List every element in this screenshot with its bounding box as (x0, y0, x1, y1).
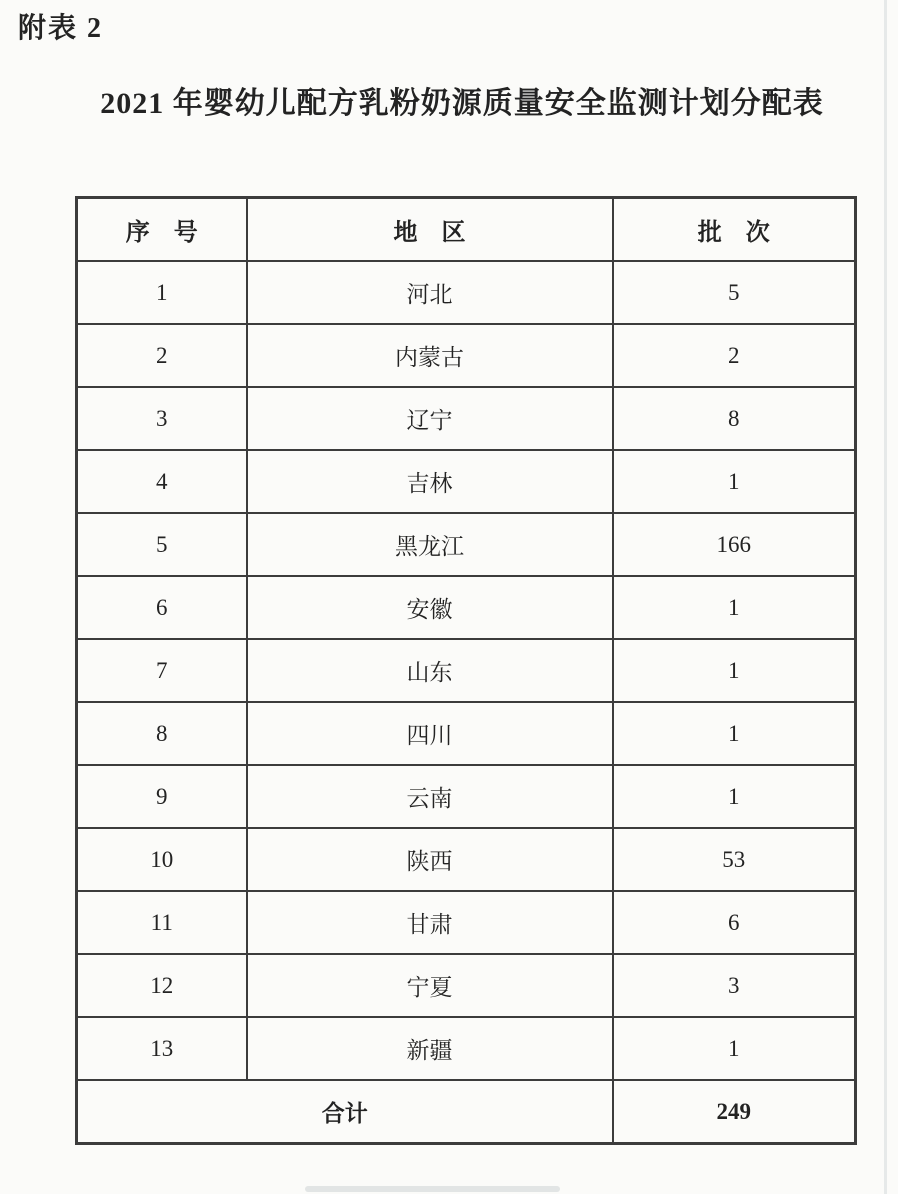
table-row (77, 450, 856, 513)
table-header-row (77, 198, 856, 262)
cell-region: 宁夏 (247, 954, 613, 1017)
cell-region: 甘肃 (247, 891, 613, 954)
total-value: 249 (613, 1080, 856, 1144)
table-row (77, 324, 856, 387)
table-row (77, 828, 856, 891)
cell-no: 13 (77, 1017, 247, 1080)
cell-no: 5 (77, 513, 247, 576)
table-row (77, 1017, 856, 1080)
cell-region: 四川 (247, 702, 613, 765)
cell-region: 辽宁 (247, 387, 613, 450)
cell-region: 陕西 (247, 828, 613, 891)
cell-no: 10 (77, 828, 247, 891)
table-row (77, 513, 856, 576)
cell-region: 山东 (247, 639, 613, 702)
table-row (77, 261, 856, 324)
cell-batches: 1 (613, 576, 856, 639)
cell-region: 河北 (247, 261, 613, 324)
scan-artifact-smudge (305, 1186, 560, 1192)
table-row (77, 954, 856, 1017)
total-label: 合计 (77, 1080, 613, 1144)
cell-batches: 1 (613, 702, 856, 765)
allocation-table (75, 196, 857, 1145)
appendix-label: 附表 2 (18, 13, 104, 44)
cell-batches: 1 (613, 450, 856, 513)
table-row (77, 702, 856, 765)
cell-batches: 6 (613, 891, 856, 954)
cell-region: 安徽 (247, 576, 613, 639)
cell-batches: 2 (613, 324, 856, 387)
page-title: 2021 年婴幼儿配方乳粉奶源质量安全监测计划分配表 (100, 87, 824, 120)
table-total-row (77, 1080, 856, 1144)
table-row (77, 576, 856, 639)
cell-no: 9 (77, 765, 247, 828)
cell-batches: 1 (613, 765, 856, 828)
cell-no: 1 (77, 261, 247, 324)
cell-region: 内蒙古 (247, 324, 613, 387)
table-row (77, 387, 856, 450)
cell-no: 3 (77, 387, 247, 450)
cell-no: 2 (77, 324, 247, 387)
column-header-no: 序 号 (77, 198, 247, 262)
cell-batches: 5 (613, 261, 856, 324)
column-header-region: 地 区 (247, 198, 613, 262)
table-row (77, 639, 856, 702)
cell-no: 4 (77, 450, 247, 513)
scan-artifact-line (884, 0, 887, 1194)
cell-region: 新疆 (247, 1017, 613, 1080)
cell-no: 6 (77, 576, 247, 639)
cell-no: 11 (77, 891, 247, 954)
cell-batches: 1 (613, 1017, 856, 1080)
cell-batches: 53 (613, 828, 856, 891)
cell-batches: 1 (613, 639, 856, 702)
cell-no: 7 (77, 639, 247, 702)
cell-no: 8 (77, 702, 247, 765)
cell-region: 黑龙江 (247, 513, 613, 576)
cell-region: 吉林 (247, 450, 613, 513)
cell-batches: 8 (613, 387, 856, 450)
table-row (77, 765, 856, 828)
table-row (77, 891, 856, 954)
cell-batches: 166 (613, 513, 856, 576)
cell-batches: 3 (613, 954, 856, 1017)
column-header-batches: 批 次 (613, 198, 856, 262)
cell-no: 12 (77, 954, 247, 1017)
cell-region: 云南 (247, 765, 613, 828)
